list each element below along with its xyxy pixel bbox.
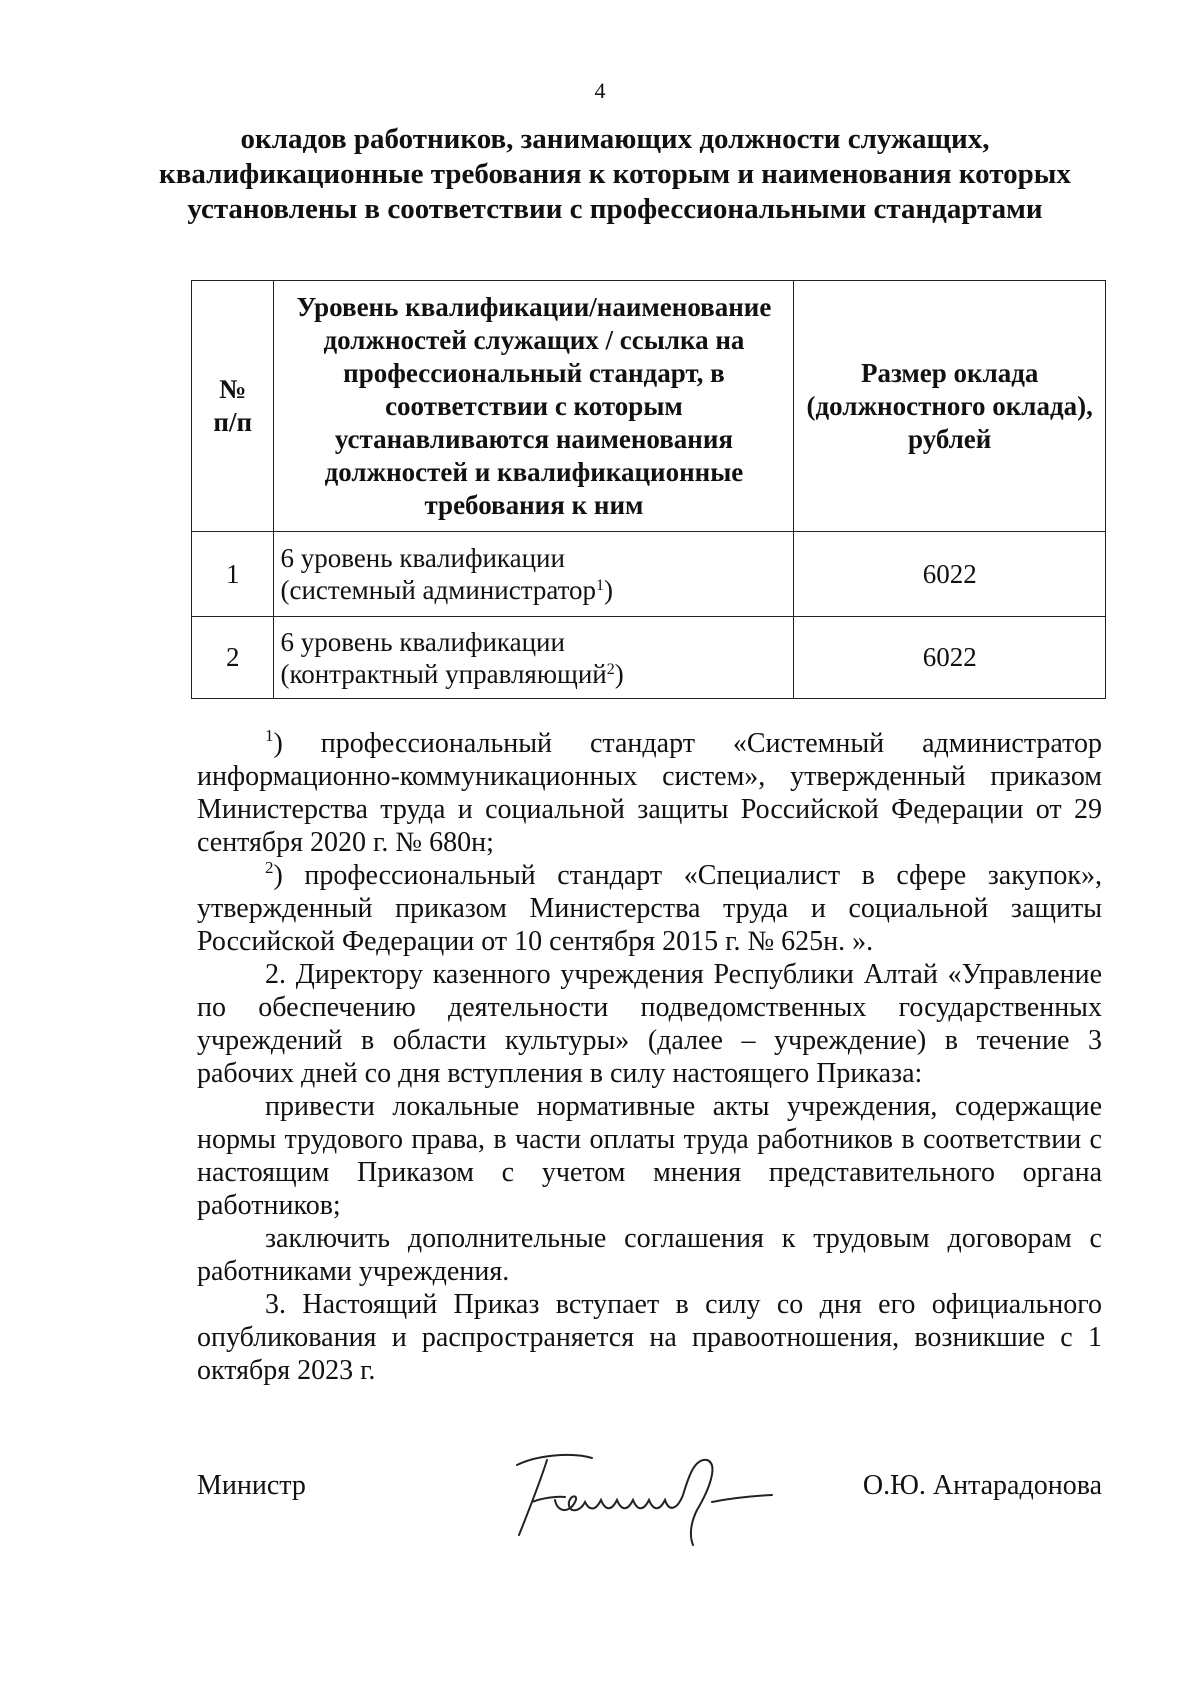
document-heading xyxy=(150,122,1080,227)
paragraph-2: 2. Директору казенного учреждения Республики Алтай «Управление по обеспечению деятельности подведомственных государственных учреждений в области культуры» (далее – учреждение) в течение 3 рабочих дней со дня вступления в силу настоящего Приказа: xyxy=(197,959,1102,1089)
table-row xyxy=(192,532,1106,617)
paragraph-2-item-a: привести локальные нормативные акты учреждения, содержащие нормы трудового права, в части оплаты труда работников в соответствии с настоящим Приказом с учетом мнения представительного органа работников; xyxy=(197,1091,1102,1221)
signatory-title: Министр xyxy=(197,1470,306,1501)
table-row xyxy=(192,617,1106,699)
paragraph-3: 3. Настоящий Приказ вступает в силу со дня его официального опубликования и распространяется на правоотношения, возникшие с 1 октября 2023 г. xyxy=(197,1289,1102,1386)
row-salary: 6022 xyxy=(794,532,1106,617)
footnote-1: $^1$) профессиональный стандарт «Системный администратор информационно-коммуникационных систем», утвержденный приказом Министерства труда и социальной защиты Российской Федерации от 29 сентября 2020 г. № 680н; xyxy=(197,726,1102,858)
signature-block xyxy=(197,1470,1102,1550)
document-body xyxy=(197,727,1102,1387)
salary-table xyxy=(191,280,1106,699)
paragraph-2-item-b: заключить дополнительные соглашения к трудовым договорам с работниками учреждения. xyxy=(197,1223,1102,1287)
header-qualification: Уровень квалификации/наименование должностей служащих / ссылка на профессиональный стандарт, в соответствии с которым устанавливаются наименования должностей и квалификационные требования к ним xyxy=(274,281,794,532)
handwritten-signature xyxy=(497,1440,797,1550)
signatory-name: О.Ю. Антарадонова xyxy=(862,1470,1102,1501)
footnote-2: $^2$) профессиональный стандарт «Специалист в сфере закупок», утвержденный приказом Министерства труда и социальной защиты Российской Федерации от 10 сентября 2015 г. № 625н. ». xyxy=(197,858,1102,957)
table-header-row xyxy=(192,281,1106,532)
header-number: № п/п xyxy=(192,281,274,532)
row-qualification: 6 уровень квалификации (системный администратор$^1$) xyxy=(274,532,794,617)
page-number: 4 xyxy=(594,78,606,103)
header-salary: Размер оклада (должностного оклада), рублей xyxy=(794,281,1106,532)
heading-line-2: квалификационные требования к которым и наименования которых xyxy=(159,158,1071,190)
footnote-ref: 1 xyxy=(596,577,605,594)
row-salary: 6022 xyxy=(794,617,1106,699)
row-number: 1 xyxy=(192,532,274,617)
footnote-ref: 2 xyxy=(606,660,615,678)
row-qualification: 6 уровень квалификации (контрактный управляющий$^2$) xyxy=(274,617,794,699)
heading-line-3: установлены в соответствии с профессиональными стандартами xyxy=(187,193,1043,225)
heading-line-1: окладов работников, занимающих должности служащих, xyxy=(240,123,990,155)
row-number: 2 xyxy=(192,617,274,699)
